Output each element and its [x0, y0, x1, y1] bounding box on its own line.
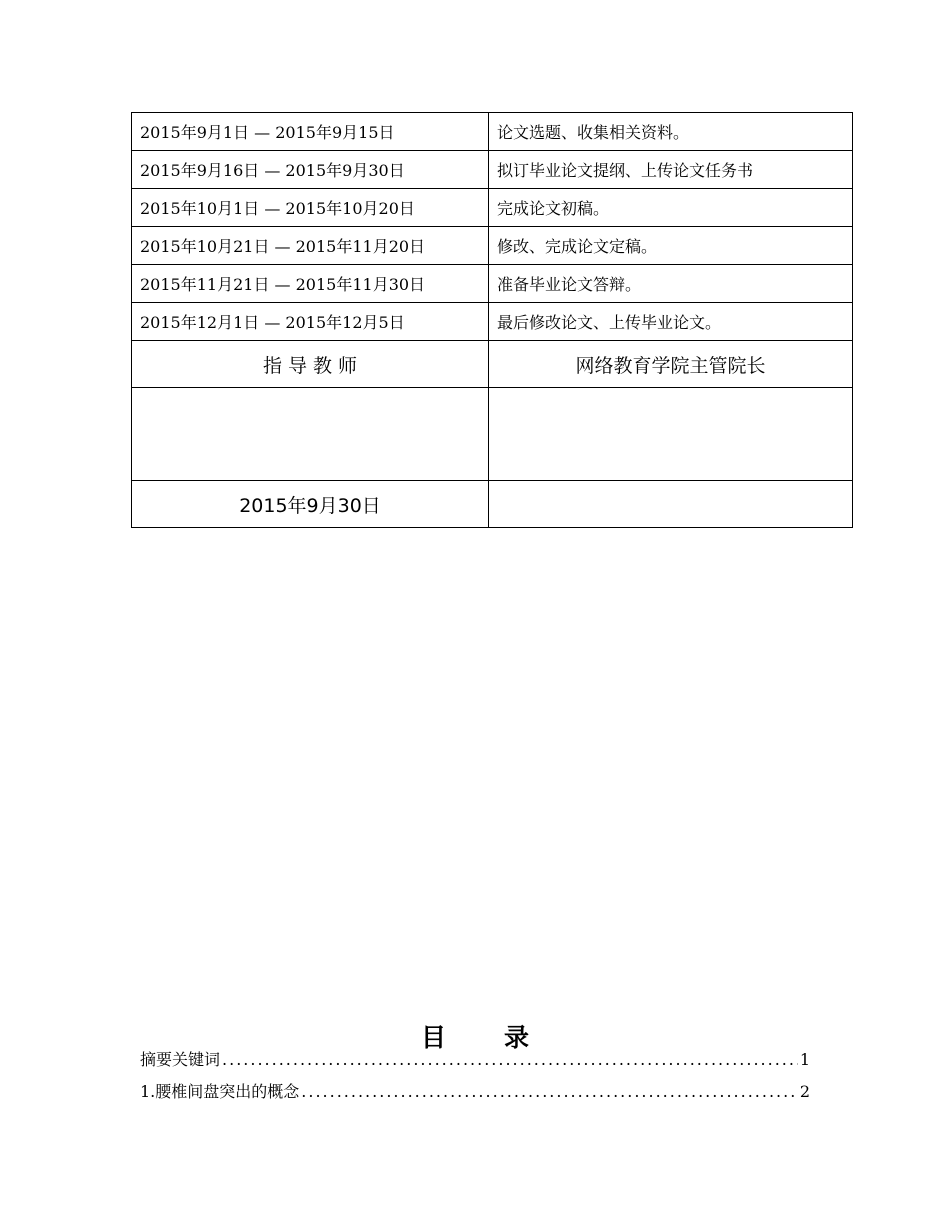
schedule-row [132, 227, 853, 265]
toc-entry[interactable] [140, 1079, 810, 1103]
toc-leader-dots [222, 1050, 798, 1069]
schedule-row [132, 151, 853, 189]
schedule-task: 最后修改论文、上传毕业论文。 [489, 303, 853, 341]
schedule-row [132, 303, 853, 341]
schedule-task: 完成论文初稿。 [489, 189, 853, 227]
schedule-row [132, 189, 853, 227]
schedule-period: 2015年10月1日 — 2015年10月20日 [132, 189, 489, 227]
advisor-header: 指 导 教 师 [132, 341, 489, 388]
signature-date-row [132, 481, 853, 528]
schedule-row [132, 113, 853, 151]
toc-entry-page: 1 [799, 1050, 810, 1069]
schedule-table [131, 112, 853, 528]
schedule-task: 论文选题、收集相关资料。 [489, 113, 853, 151]
toc-entry-text: 1.腰椎间盘突出的概念 [140, 1082, 300, 1101]
toc-entry[interactable] [140, 1047, 810, 1071]
signature-space-row [132, 388, 853, 481]
dean-sign-date [489, 481, 853, 528]
toc-title: 目录 [420, 1023, 587, 1052]
advisor-signature-cell [132, 388, 489, 481]
signature-header-row [132, 341, 853, 388]
toc-entry-text: 摘要关键词 [140, 1050, 221, 1069]
schedule-period: 2015年12月1日 — 2015年12月5日 [132, 303, 489, 341]
dean-signature-cell [489, 388, 853, 481]
schedule-row [132, 265, 853, 303]
advisor-sign-date: 2015年9月30日 [132, 481, 489, 528]
schedule-task: 拟订毕业论文提纲、上传论文任务书 [489, 151, 853, 189]
schedule-period: 2015年9月16日 — 2015年9月30日 [132, 151, 489, 189]
schedule-period: 2015年11月21日 — 2015年11月30日 [132, 265, 489, 303]
schedule-period: 2015年10月21日 — 2015年11月20日 [132, 227, 489, 265]
toc-entry-page: 2 [799, 1082, 810, 1101]
schedule-period: 2015年9月1日 — 2015年9月15日 [132, 113, 489, 151]
schedule-task: 修改、完成论文定稿。 [489, 227, 853, 265]
toc-leader-dots [301, 1082, 798, 1101]
schedule-task: 准备毕业论文答辩。 [489, 265, 853, 303]
dean-header: 网络教育学院主管院长 [489, 341, 853, 388]
